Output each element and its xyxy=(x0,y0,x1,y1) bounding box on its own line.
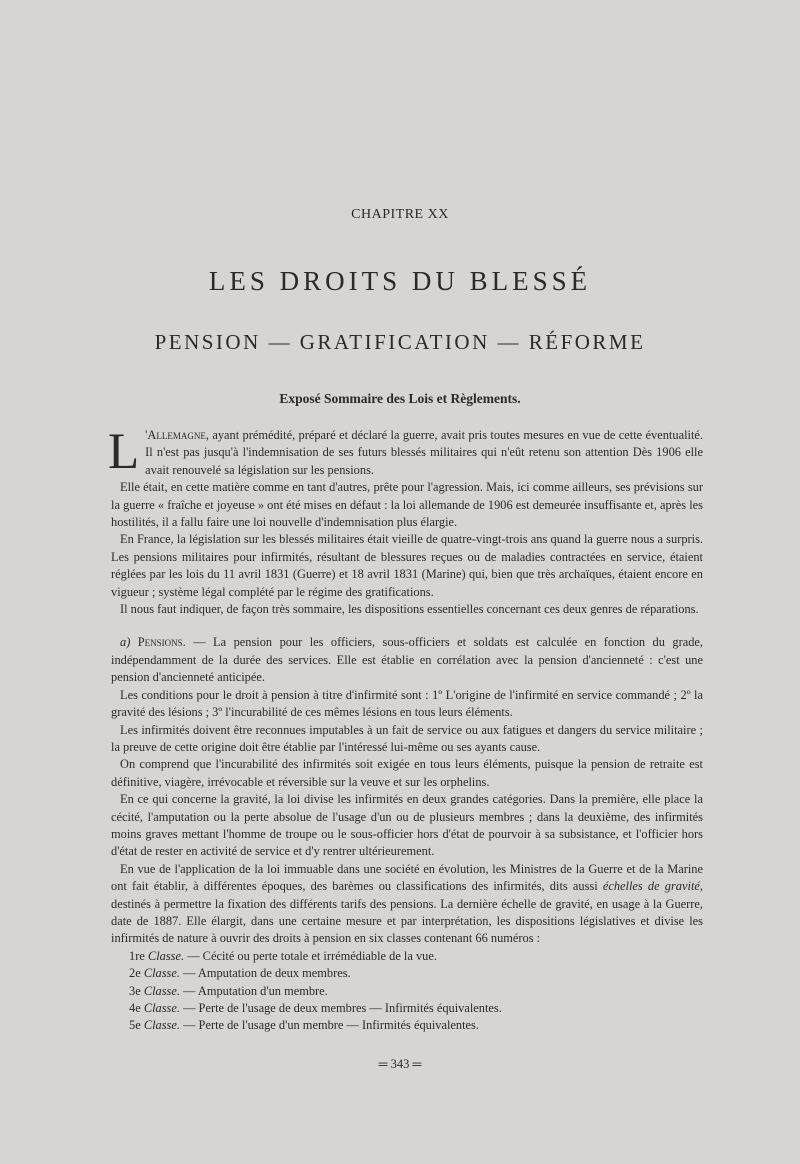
class-label: Classe. xyxy=(143,1001,180,1015)
paragraph: En France, la législation sur les blessés militaires était vieille de quatre-vingt-trois ans quand la guerre nous a surpris. Les pensions militaires pour infirmités, résultant de blessures reçues ou de maladies contractées en service, étaient réglées par les lois du 11 avril 1831 (Guerre) et 18 avril 1831 (Marine) qui, bien que très archaïques, étaient encore en vigueur ; système légal complété par le régime des gratifications. xyxy=(111,532,703,599)
paragraph: Elle était, en cette matière comme en tant d'autres, prête pour l'agression. Mais, ici comme ailleurs, ses prévisions sur la guerre « fraîche et joyeuse » ont été mises en défaut : la loi allemande de 1906 est demeurée insuffisante et, après les hostilités, il a fallu faire une loi nouvelle d'indemnisation plus élargie. xyxy=(111,480,703,530)
paragraph-pensions xyxy=(111,634,703,686)
section-title: Exposé Sommaire des Lois et Règlements. xyxy=(279,391,521,406)
paragraph: Les infirmités doivent être reconnues imputables à un fait de service ou aux fatigues et dangers du service militaire ; la preuve de cette origine doit être établie par l'intéressé lui-même ou ses ayants cause. xyxy=(111,722,703,754)
class-description: — Perte de l'usage de deux membres — Infirmités équivalentes. xyxy=(179,1001,502,1015)
paragraph-intro xyxy=(108,424,703,480)
chapter-title: LES DROITS DU BLESSÉ xyxy=(208,266,592,296)
gravity-text-b: destinés à permettre la fixation des différents tarifs des pensions. La dernière échelle de gravité, en usage à la Guerre, date de 1887. Elle élargit, dans une certaine mesure et par interprétation, les dispositions législatives et divise les infirmités de nature à ouvrir des droits à pension en six classes contenant 66 numéros : xyxy=(111,896,703,946)
pensions-lead: Pensions. xyxy=(137,635,186,650)
class-label: Classe. xyxy=(143,983,180,998)
intro-lead: 'Allemagne, xyxy=(145,428,209,442)
intro-text: ayant prémédité, préparé et déclaré la guerre, avait pris toutes mesures en vue de cette éventualité. Il n'est pas jusqu'à l'indemnisation de ses futurs blessés militaires qui n'eût retenu son attention Dès 1906 elle avait renouvelé sa législation sur les pensions. xyxy=(145,428,703,477)
class-item xyxy=(111,965,703,982)
class-description: — Perte de l'usage d'un membre — Infirmités équivalentes. xyxy=(179,1018,479,1033)
drop-cap: L xyxy=(108,424,140,480)
paragraph: On comprend que l'incurabilité des infirmités soit exigée en tous leurs éléments, puisque la pension de retraite est définitive, viagère, irrévocable et réversible sur la veuve et sur les orphelins. xyxy=(111,757,703,789)
gravity-italic: échelles de gravité, xyxy=(602,879,703,894)
class-number: 3e xyxy=(129,983,141,998)
chapter-heading: CHAPITRE XX xyxy=(351,207,449,222)
class-description: — Cécité ou perte totale et irrémédiable de la vue. xyxy=(184,948,437,963)
pensions-text: — La pension pour les officiers, sous-officiers et soldats est calculée en fonction du grade, indépendamment de la durée des services. Elle est établie en corrélation avec la pension d'ancienneté : c'est une pension d'ancienneté anticipée. xyxy=(111,635,703,685)
class-number: 1re xyxy=(129,948,145,963)
body-text xyxy=(108,424,703,1035)
class-description: — Amputation d'un membre. xyxy=(179,983,328,998)
gravity-text-a: En vue de l'application de la loi immuable dans une société en évolution, les Ministres de la Guerre et de la Marine ont fait établir, à différentes époques, des barèmes ou classifications des infirmités, dits aussi xyxy=(111,861,703,894)
page-number: ═ 343 ═ xyxy=(378,1057,422,1071)
chapter-subtitle: PENSION — GRATIFICATION — RÉFORME xyxy=(154,330,646,354)
paragraph: Il nous faut indiquer, de façon très sommaire, les dispositions essentielles concernant ces deux genres de réparations. xyxy=(120,602,699,617)
class-item xyxy=(111,1017,703,1034)
class-label: Classe. xyxy=(147,948,185,963)
class-description: — Amputation de deux membres. xyxy=(179,966,351,981)
class-item xyxy=(111,983,703,1000)
class-number: 5e xyxy=(129,1018,141,1033)
paragraph xyxy=(111,861,703,948)
class-label: Classe. xyxy=(143,1018,180,1033)
class-number: 4e xyxy=(129,1001,141,1015)
class-number: 2e xyxy=(129,966,141,981)
class-item xyxy=(111,948,703,965)
class-label: Classe. xyxy=(143,966,180,981)
list-label: a) xyxy=(120,635,131,650)
paragraph: Les conditions pour le droit à pension à titre d'infirmité sont : 1º L'origine de l'infirmité en service commandé ; 2º la gravité des lésions ; 3º l'incurabilité de ces mêmes lésions en tous leurs éléments. xyxy=(111,687,703,720)
class-item xyxy=(111,1000,703,1017)
paragraph: En ce qui concerne la gravité, la loi divise les infirmités en deux grandes catégories. Dans la première, elle place la cécité, l'amputation ou la perte absolue de l'usage d'un ou de plusieurs membres ; dans la deuxième, des infirmités moins graves mettant l'homme de troupe ou le sous-officier hors d'état de pourvoir à sa subsistance, et l'officier hors d'état de rester en activité de service et d'y rentrer ultérieurement. xyxy=(111,792,703,859)
